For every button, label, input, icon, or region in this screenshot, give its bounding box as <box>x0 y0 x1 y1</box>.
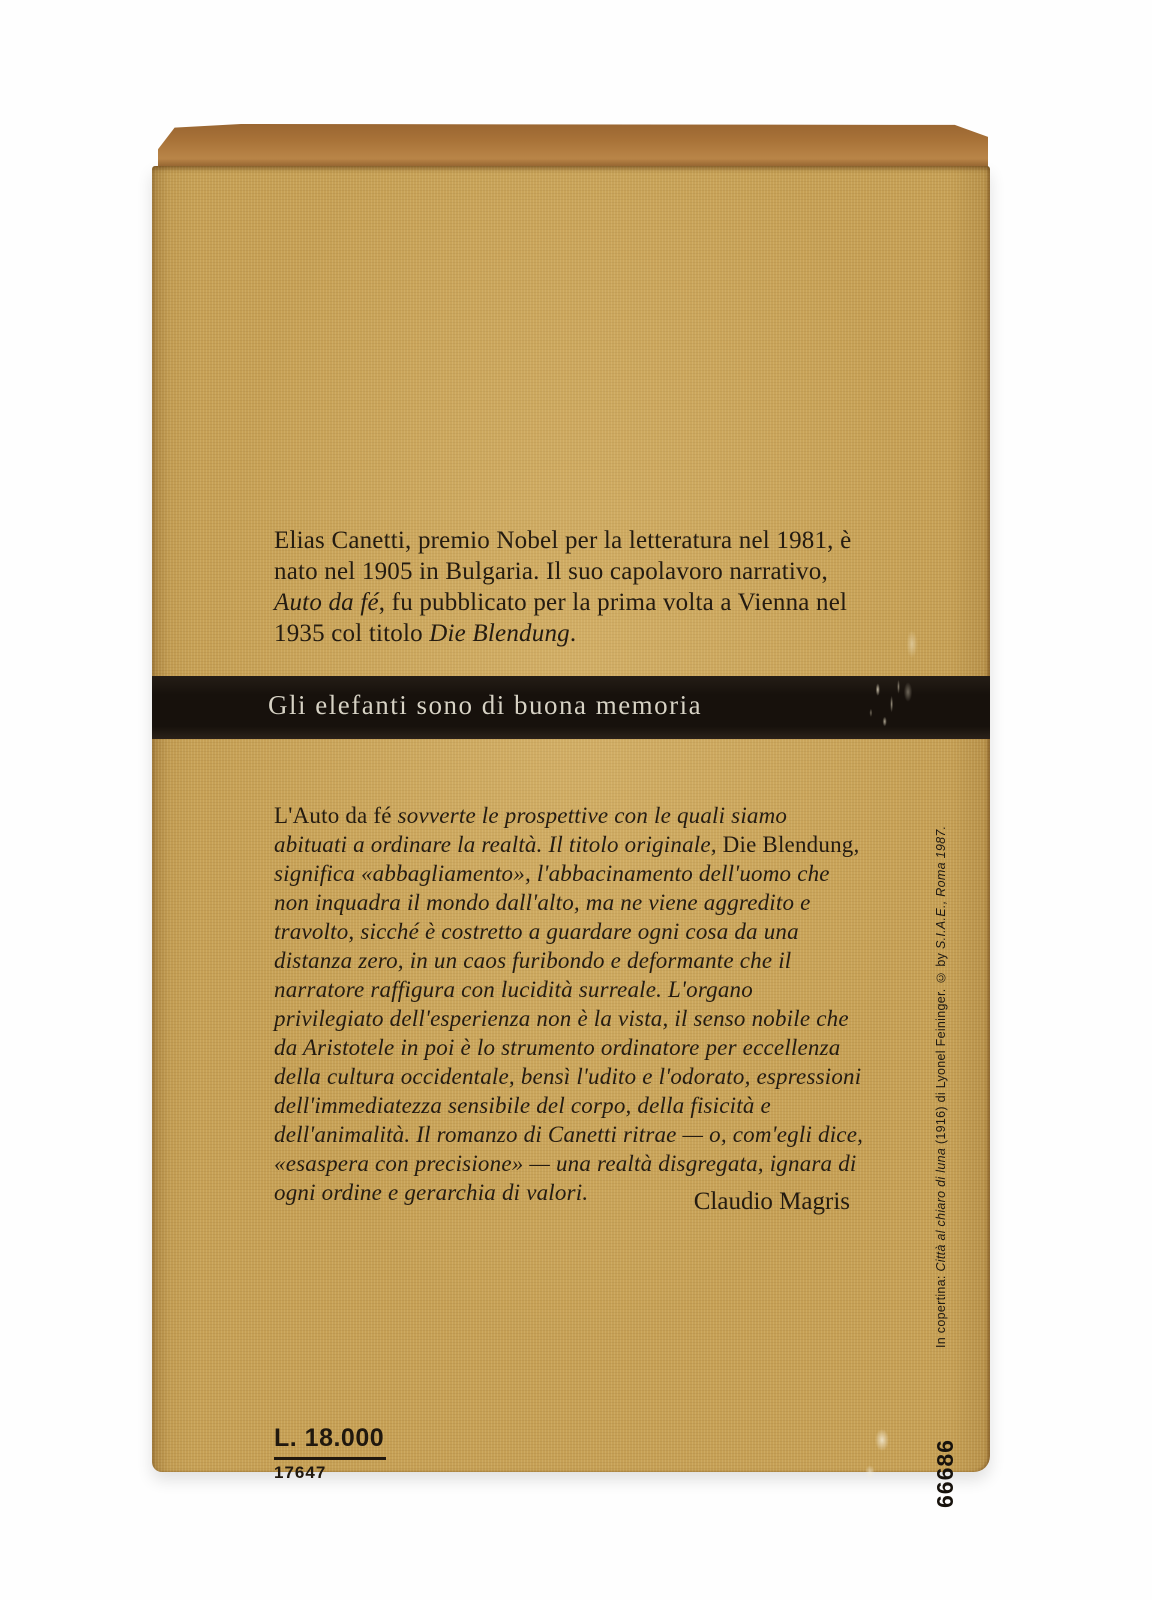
original-title-italic: Die Blendung <box>429 620 570 647</box>
book-top-page-edge <box>158 124 988 170</box>
credit-text: (1916) di Lyonel Feininger. © by <box>934 949 948 1148</box>
book-title-italic: Auto da fé <box>274 589 379 616</box>
review-blurb-paragraph <box>274 801 864 1207</box>
copyright-italic: S.I.A.E., Roma 1987. <box>934 825 948 950</box>
credit-text: In copertina: <box>934 1271 948 1348</box>
scuff-mark <box>892 596 932 716</box>
blurb-italic-segment: , significa «abbagliamento», l'abbacinamento dell'uomo che non inquadra il mondo dall'alto, ma ne viene aggredito e travolto, sicché è costretto a guardare ogni cosa da una distanza zero, in un caos furibondo e deformante che il narratore raffigura con lucidità surreale. L'organo privilegiato dell'esperienza non è la vista, il senso nobile che da Aristotele in poi è lo strumento ordinatore per eccellenza della cultura occidentale, bensì l'udito e l'odorato, espressioni dell'immediatezza sensibile del corpo, della fisicità e dell'animalità. Il romanzo di Canetti ritrae — o, com'egli dice, «esaspera con precisione» — una realtà disgregata, ignara di ogni ordine e gerarchia di valori. <box>274 832 864 1205</box>
scuff-mark <box>852 1416 912 1496</box>
blurb-italic-segment: sovverte le prospettive con le quali siamo abituati a ordinare la realtà. Il titolo originale, <box>274 803 788 857</box>
catalog-number-vertical: 66686 <box>932 1439 958 1508</box>
bio-text: . <box>569 620 577 647</box>
bio-text: Elias Canetti, premio Nobel per la letteratura nel 1981, è nato nel 1905 in Bulgaria. Il suo capolavoro narrativo, <box>274 527 852 585</box>
price-block <box>274 1424 386 1483</box>
series-banner-title: Gli elefanti sono di buona memoria <box>268 690 703 720</box>
book-cover-cloth <box>152 166 990 1508</box>
author-bio-paragraph <box>274 525 866 649</box>
reviewer-signature: Claudio Magris <box>693 1188 850 1215</box>
series-banner-band <box>152 676 990 739</box>
artwork-title-italic: Città al chiaro di luna <box>934 1147 948 1272</box>
blurb-roman-segment: Die Blendung <box>722 832 854 857</box>
price-underline-rule <box>274 1457 386 1460</box>
bio-text: , fu pubblicato per la prima volta a Vienna nel 1935 col titolo <box>274 589 848 647</box>
price-label: L. 18.000 <box>274 1424 385 1452</box>
blurb-roman-segment: L'Auto da fé <box>274 803 392 828</box>
cover-art-credit-vertical <box>934 808 948 1348</box>
price-code: 17647 <box>274 1463 327 1482</box>
book-back-cover <box>152 124 990 1508</box>
